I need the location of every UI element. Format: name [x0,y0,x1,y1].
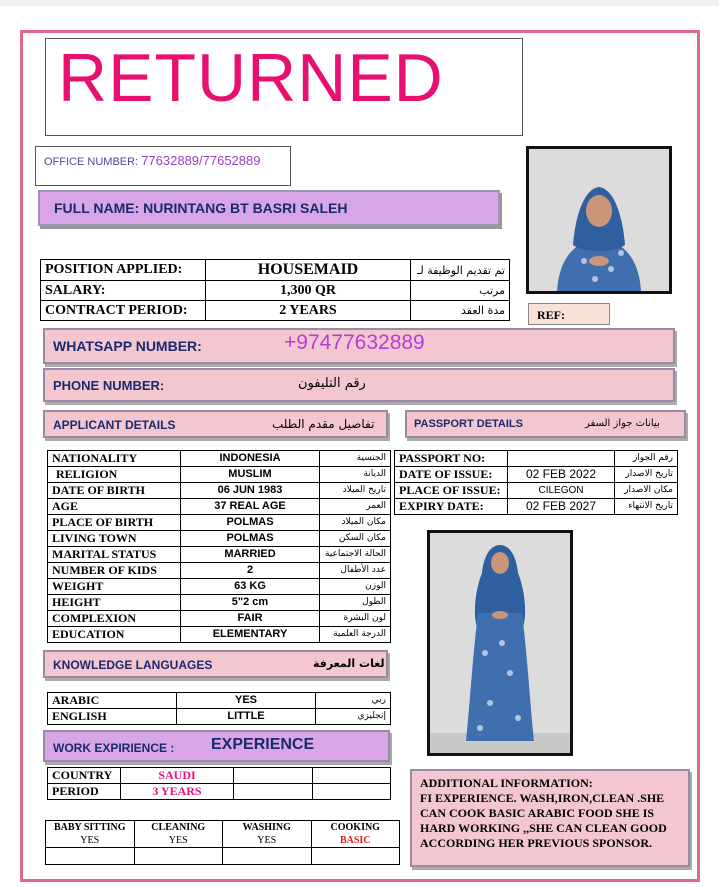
complexion-ar: لون البشرة [320,611,391,627]
pob-ar: مكان الميلاد [320,515,391,531]
ref-box: REF: [528,303,610,325]
passport-no-ar: رقم الجواز [615,451,678,467]
work-experience-label: WORK EXPIRIENCE : [53,741,175,755]
languages-label: KNOWLEDGE LANGUAGES [53,658,213,672]
country-value: SAUDI [121,768,234,784]
table-row [48,563,391,579]
expiry-label: EXPIRY DATE: [395,499,508,515]
work-history-table [47,767,391,800]
empty-cell [234,768,313,784]
expiry-value: 02 FEB 2027 [508,499,615,515]
table-row [48,547,391,563]
living-town-value: POLMAS [181,531,320,547]
arabic-ar: ربي [316,693,391,709]
country-label: COUNTRY [48,768,121,784]
empty-cell [234,784,313,800]
marital-label: MARITAL STATUS [48,547,181,563]
table-row [395,499,678,515]
skill-name: COOKING [311,821,400,835]
additional-info-title: ADDITIONAL INFORMATION: [420,776,593,790]
issue-date-ar: تاريخ الاصدار [615,467,678,483]
table-row [48,693,391,709]
table-row [48,467,391,483]
applicant-table [47,450,391,643]
empty-cell [312,768,391,784]
weight-value: 63 KG [181,579,320,595]
table-row [46,834,400,848]
passport-table [394,450,678,515]
table-row [48,627,391,643]
issue-date-value: 02 FEB 2022 [508,467,615,483]
table-row [41,281,510,301]
additional-info-text: FI EXPERIENCE. WASH,IRON,CLEAN .SHE CAN COOK BASIC ARABIC FOOD SHE IS HARD WORKING ,,SHE CAN CLEAN GOOD ACCORDING HER PREVIOUS SPONSOR. [420,791,667,850]
applicant-label: APPLICANT DETAILS [53,418,176,432]
table-row [395,483,678,499]
skill-value: YES [223,834,312,848]
position-ar: تم تقديم الوظيفة لـ [411,260,510,281]
applicant-arabic-label: تفاصيل مقدم الطلب [272,417,375,431]
table-row [48,709,391,725]
phone-label: PHONE NUMBER: [53,378,165,393]
nationality-ar: الجنسية [320,451,391,467]
position-value: HOUSEMAID [206,260,411,281]
pob-value: POLMAS [181,515,320,531]
table-row [48,768,391,784]
age-ar: العمر [320,499,391,515]
table-row [48,483,391,499]
contract-ar: مدة العقد [411,301,510,321]
pob-label: PLACE OF BIRTH [48,515,181,531]
skill-name: BABY SITTING [46,821,135,835]
skill-name: WASHING [223,821,312,835]
table-row [41,260,510,281]
issue-place-value: CILEGON [508,483,615,499]
kids-label: NUMBER OF KIDS [48,563,181,579]
education-ar: الدرجة العلمية [320,627,391,643]
full-name-banner: FULL NAME: NURINTANG BT BASRI SALEH [38,190,500,226]
portrait-illustration [529,149,669,291]
expiry-ar: تاريخ الانتهاء [615,499,678,515]
table-row [46,821,400,835]
complexion-label: COMPLEXION [48,611,181,627]
education-label: EDUCATION [48,627,181,643]
english-label: ENGLISH [48,709,177,725]
table-row [48,451,391,467]
passport-arabic-label: بيانات جواز السفر [585,418,660,429]
portrait-photo [526,146,672,294]
full-body-photo [427,530,573,756]
office-number-label: OFFICE NUMBER: [44,156,139,168]
empty-cell [311,848,400,865]
languages-arabic-label: لغات المعرفة [313,657,385,670]
whatsapp-label: WHATSAPP NUMBER: [53,338,202,354]
arabic-label: ARABIC [48,693,177,709]
table-row [48,611,391,627]
kids-value: 2 [181,563,320,579]
office-number-value: 77632889/77652889 [141,153,261,168]
table-row [41,301,510,321]
issue-place-ar: مكان الاصدار [615,483,678,499]
education-value: ELEMENTARY [181,627,320,643]
marital-ar: الحالة الاجتماعية [320,547,391,563]
skill-value: YES [46,834,135,848]
whatsapp-number: +97477632889 [284,331,425,354]
passport-label: PASSPORT DETAILS [414,418,523,430]
empty-cell [46,848,135,865]
religion-value: MUSLIM [181,467,320,483]
dob-ar: تاريخ الميلاد [320,483,391,499]
work-experience-value: EXPERIENCE [211,736,315,753]
living-town-ar: مكان السكن [320,531,391,547]
height-label: HEIGHT [48,595,181,611]
religion-label: RELIGION [48,467,181,483]
contract-label: CONTRACT PERIOD: [41,301,206,321]
office-number [35,146,291,186]
religion-ar: الديانة [320,467,391,483]
empty-cell [312,784,391,800]
top-edge [0,0,719,6]
english-ar: إنجليزي [316,709,391,725]
skill-value: YES [134,834,223,848]
issue-date-label: DATE OF ISSUE: [395,467,508,483]
table-row [48,499,391,515]
phone-arabic-label: رقم التليفون [298,376,366,391]
salary-label: SALARY: [41,281,206,301]
table-row [48,531,391,547]
position-label: POSITION APPLIED: [41,260,206,281]
table-row [48,595,391,611]
english-value: LITTLE [177,709,316,725]
age-value: 37 REAL AGE [181,499,320,515]
kids-ar: عدد الأطفال [320,563,391,579]
living-town-label: LIVING TOWN [48,531,181,547]
table-row [48,579,391,595]
weight-label: WEIGHT [48,579,181,595]
nationality-value: INDONESIA [181,451,320,467]
contract-value: 2 YEARS [206,301,411,321]
period-label: PERIOD [48,784,121,800]
issue-place-label: PLACE OF ISSUE: [395,483,508,499]
table-row [395,467,678,483]
additional-info [410,769,690,867]
status-stamp: RETURNED [58,40,444,116]
empty-cell [223,848,312,865]
languages-table [47,692,391,725]
nationality-label: NATIONALITY [48,451,181,467]
empty-cell [134,848,223,865]
dob-value: 06 JUN 1983 [181,483,320,499]
skill-value: BASIC [311,834,400,848]
salary-ar: مرتب [411,281,510,301]
table-row [48,784,391,800]
age-label: AGE [48,499,181,515]
period-value: 3 YEARS [121,784,234,800]
height-value: 5"2 cm [181,595,320,611]
complexion-value: FAIR [181,611,320,627]
passport-no-label: PASSPORT NO: [395,451,508,467]
position-table [40,259,510,321]
salary-value: 1,300 QR [206,281,411,301]
marital-value: MARRIED [181,547,320,563]
height-ar: الطول [320,595,391,611]
dob-label: DATE OF BIRTH [48,483,181,499]
full-body-illustration [430,533,570,753]
passport-no-value [508,451,615,467]
weight-ar: الوزن [320,579,391,595]
table-row [395,451,678,467]
table-row [46,848,400,865]
skill-name: CLEANING [134,821,223,835]
table-row [48,515,391,531]
skills-table [45,820,400,865]
arabic-value: YES [177,693,316,709]
